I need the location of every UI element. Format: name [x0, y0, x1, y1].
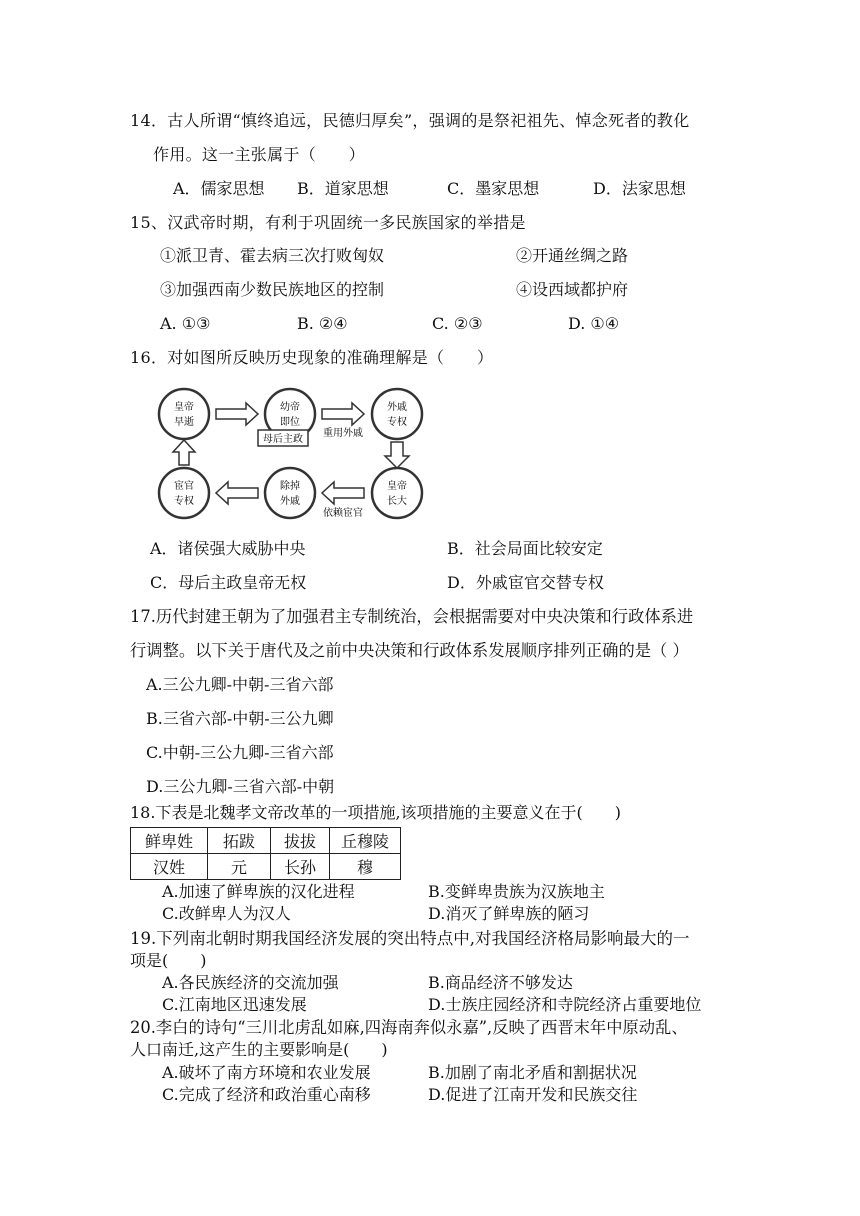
q14-stem-line1: 14．古人所谓“慎终追远，民德归厚矣”，强调的是祭祀祖先、悼念死者的教化 — [130, 111, 690, 130]
q15-option-c: C. ②③ — [432, 314, 483, 333]
arrow-3 — [385, 442, 409, 468]
q19-stem-line1: 19.下列南北朝时期我国经济发展的突出特点中,对我国经济格局影响最大的一 — [130, 929, 690, 948]
table-cell: 汉姓 — [131, 854, 208, 880]
q20-option-a: A.破坏了南方环境和农业发展 — [162, 1063, 371, 1082]
q16-option-d: D．外戚宦官交替专权 — [447, 573, 604, 592]
q16-option-c: C．母后主政皇帝无权 — [150, 573, 307, 592]
svg-text:即位: 即位 — [280, 417, 300, 428]
q16-option-a: A．诸侯强大威胁中央 — [150, 539, 306, 558]
svg-text:外戚: 外戚 — [280, 496, 300, 507]
svg-text:皇帝: 皇帝 — [174, 402, 194, 413]
q17-stem-line1: 17.历代封建王朝为了加强君主专制统治，会根据需要对中央决策和行政体系进 — [130, 607, 694, 626]
node-consort-clan-power — [372, 389, 422, 439]
q15-stem: 15、汉武帝时期，有利于巩固统一多民族国家的举措是 — [130, 213, 526, 232]
q17-option-c: C.中朝-三公九卿-三省六部 — [146, 743, 334, 762]
label-rely-eunuchs: 依赖宦官 — [323, 508, 363, 519]
q17-stem-line2: 行调整。以下关于唐代及之前中央决策和行政体系发展顺序排列正确的是（ ） — [130, 641, 689, 660]
q18-option-b: B.变鲜卑贵族为汉族地主 — [428, 882, 605, 901]
table-cell: 长孙 — [271, 854, 330, 880]
q20-option-d: D.促进了江南开发和民族交往 — [428, 1085, 638, 1104]
q15-item-4: ④设西域都护府 — [516, 280, 629, 299]
svg-text:长大: 长大 — [387, 496, 407, 507]
q18-option-d: D.消灭了鲜卑族的陋习 — [428, 904, 590, 923]
q18-surname-table — [130, 827, 401, 880]
svg-text:母后主政: 母后主政 — [263, 434, 303, 445]
table-row — [131, 828, 401, 854]
q15-item-2: ②开通丝绸之路 — [516, 246, 629, 265]
q14-stem-line2: 作用。这一主张属于（ ） — [153, 145, 365, 164]
svg-text:幼帝: 幼帝 — [280, 402, 300, 413]
table-cell: 拓跋 — [208, 828, 271, 854]
table-cell: 鲜卑姓 — [131, 828, 208, 854]
node-eunuch-power — [159, 468, 209, 518]
q16-cycle-diagram — [150, 380, 440, 530]
q20-stem-line1: 20.李白的诗句“三川北虏乱如麻,四海南奔似永嘉”,反映了西晋末年中原动乱、 — [130, 1018, 688, 1037]
svg-text:专权: 专权 — [387, 417, 407, 428]
q14-option-c: C．墨家思想 — [447, 179, 540, 198]
q20-stem-line2: 人口南迁,这产生的主要影响是( ) — [130, 1040, 388, 1059]
q17-option-b: B.三省六部-中朝-三公九卿 — [146, 709, 334, 728]
q14-option-b: B．道家思想 — [297, 179, 389, 198]
q18-stem: 18.下表是北魏孝文帝改革的一项措施,该项措施的主要意义在于( ) — [130, 803, 622, 822]
q19-stem-line2: 项是( ) — [130, 951, 207, 970]
q14-option-d: D．法家思想 — [593, 179, 686, 198]
q18-option-a: A.加速了鲜卑族的汉化进程 — [162, 882, 355, 901]
svg-text:宦官: 宦官 — [174, 481, 194, 492]
table-cell: 穆 — [330, 854, 401, 880]
arrow-2 — [322, 403, 364, 425]
q16-option-b: B．社会局面比较安定 — [447, 539, 603, 558]
q15-item-1: ①派卫青、霍去病三次打败匈奴 — [160, 246, 385, 265]
q14-option-a: A．儒家思想 — [173, 179, 265, 198]
q17-option-a: A.三公九卿-中朝-三省六部 — [146, 675, 334, 694]
q15-option-d: D. ①④ — [568, 314, 620, 333]
arrow-4 — [322, 482, 364, 504]
q19-option-c: C.江南地区迅速发展 — [162, 995, 307, 1014]
q16-stem: 16．对如图所反映历史现象的准确理解是（ ） — [130, 348, 494, 367]
svg-text:除掉: 除掉 — [280, 481, 300, 492]
q17-option-d: D.三公九卿-三省六部-中朝 — [146, 777, 335, 796]
q20-option-b: B.加剧了南北矛盾和割据状况 — [428, 1063, 637, 1082]
q15-item-3: ③加强西南少数民族地区的控制 — [160, 280, 385, 299]
svg-text:早逝: 早逝 — [174, 417, 194, 428]
table-cell: 拔拔 — [271, 828, 330, 854]
table-cell: 元 — [208, 854, 271, 880]
node-emperor-grows-up — [372, 468, 422, 518]
svg-text:专权: 专权 — [174, 496, 194, 507]
table-row — [131, 854, 401, 880]
arrow-6 — [173, 440, 195, 465]
svg-text:皇帝: 皇帝 — [387, 481, 407, 492]
q20-option-c: C.完成了经济和政治重心南移 — [162, 1085, 371, 1104]
q19-option-d: D.士族庄园经济和寺院经济占重要地位 — [428, 995, 702, 1014]
label-mother-regency — [258, 430, 308, 446]
arrow-1 — [216, 403, 258, 425]
table-cell: 丘穆陵 — [330, 828, 401, 854]
arrow-5 — [216, 482, 258, 504]
q19-option-b: B.商品经济不够发达 — [428, 973, 573, 992]
q15-option-a: A. ①③ — [160, 314, 211, 333]
label-rely-consort-clan: 重用外戚 — [323, 428, 363, 439]
q18-option-c: C.改鲜卑人为汉人 — [162, 904, 291, 923]
node-remove-consort-clan — [265, 468, 315, 518]
q15-option-b: B. ②④ — [297, 314, 348, 333]
q19-option-a: A.各民族经济的交流加强 — [162, 973, 339, 992]
node-emperor-dies-early — [159, 389, 209, 439]
svg-text:外戚: 外戚 — [387, 402, 407, 413]
